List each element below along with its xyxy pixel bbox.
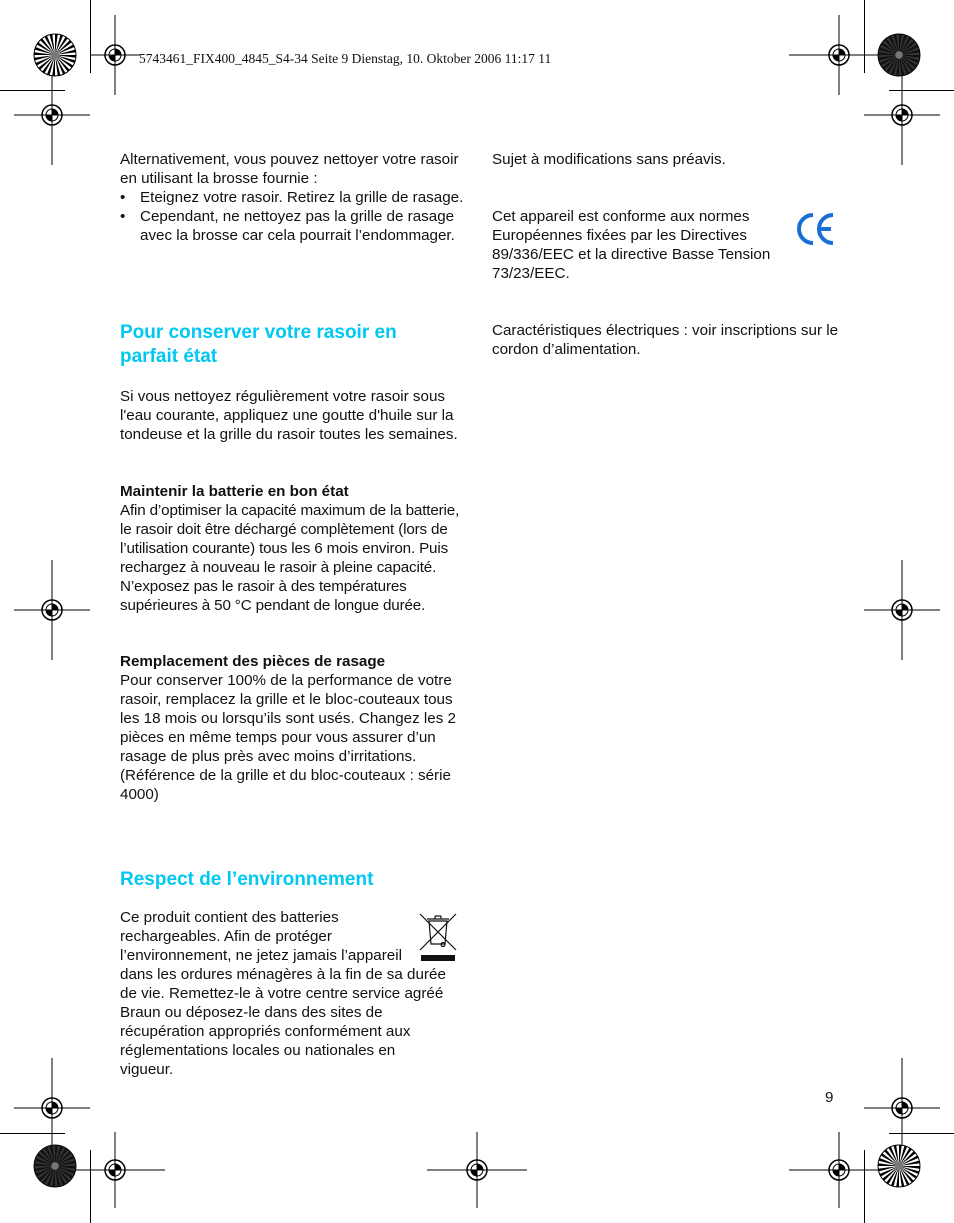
color-calibration-wheel-icon — [877, 33, 921, 77]
registration-mark-icon — [65, 1132, 165, 1208]
environment-text: Ce produit contient des batteries rechargeables. Afin de protéger l’environnement, ne jetez jamais l’appareil dans les ordures ménagères à la fin de sa durée de vie. Remettez-le à votre centre service agréé Braun ou déposez-le dans des sites de récupération appropriés conformément aux réglementations locales ou nationales en vigueur. — [120, 909, 446, 1078]
list-item: • Eteignez votre rasoir. Retirez la grille de rasage. — [120, 188, 465, 207]
print-header: 5743461_FIX400_4845_S4-34 Seite 9 Dienstag, 10. Oktober 2006 11:17 11 — [139, 51, 552, 66]
oil-paragraph: Si vous nettoyez régulièrement votre rasoir sous l'eau courante, appliquez une goutte d'huile sur la tondeuse et la grille du rasoir toutes les semaines. — [120, 388, 458, 443]
parts-text: Pour conserver 100% de la performance de votre rasoir, remplacez la grille et le bloc-couteaux tous les 18 mois ou lorsqu’ils sont usés. Changez les 2 pièces en même temps pour vous assurer d’un rasage de plus près avec moins d’irritations. — [120, 672, 456, 765]
left-column — [120, 150, 465, 245]
modification-notice: Sujet à modifications sans préavis. — [492, 151, 726, 168]
battery-section — [120, 482, 465, 615]
color-calibration-wheel-icon — [33, 33, 77, 77]
registration-mark-icon — [864, 65, 940, 165]
registration-mark-icon — [14, 560, 90, 660]
page-number: 9 — [825, 1089, 834, 1106]
parts-title: Remplacement des pièces de rasage — [120, 653, 386, 670]
cleaning-steps — [120, 188, 465, 245]
battery-title: Maintenir la batterie en bon état — [120, 483, 349, 500]
battery-text: Afin d’optimiser la capacité maximum de la batterie, le rasoir doit être déchargé complètement (lors de l’utilisation courante) tous les 6 mois environ. Puis rechargez à nouveau le rasoir à pleine capacité. N’exposez pas le rasoir à des températures supérieures à 50 °C pendant de longue durée. — [120, 502, 460, 614]
color-calibration-wheel-icon — [33, 1144, 77, 1188]
ce-mark-icon — [795, 210, 837, 248]
registration-mark-icon — [864, 560, 940, 660]
heading-maintenance: Pour conserver votre rasoir en parfait état — [120, 322, 397, 367]
parts-reference: (Référence de la grille et du bloc-couteaux : série 4000) — [120, 767, 451, 803]
color-calibration-wheel-icon — [877, 1144, 921, 1188]
environment-section — [120, 908, 450, 1079]
list-item: • Cependant, ne nettoyez pas la grille de rasage avec la brosse car cela pourrait l’endommager. — [120, 207, 465, 245]
parts-section — [120, 652, 460, 804]
registration-mark-icon — [789, 1132, 889, 1208]
registration-mark-icon — [14, 65, 90, 165]
conformity-text: Cet appareil est conforme aux normes Européennes fixées par les Directives 89/336/EEC et la directive Basse Tension 73/23/EEC. — [492, 208, 771, 282]
registration-mark-icon — [427, 1132, 527, 1208]
electrical-specs: Caractéristiques électriques : voir inscriptions sur le cordon d’alimentation. — [492, 322, 839, 358]
heading-environment: Respect de l’environnement — [120, 869, 374, 890]
registration-mark-icon — [90, 15, 140, 95]
weee-bin-icon — [418, 910, 462, 960]
cleaning-intro: Alternativement, vous pouvez nettoyer votre rasoir en utilisant la brosse fournie : — [120, 151, 459, 187]
